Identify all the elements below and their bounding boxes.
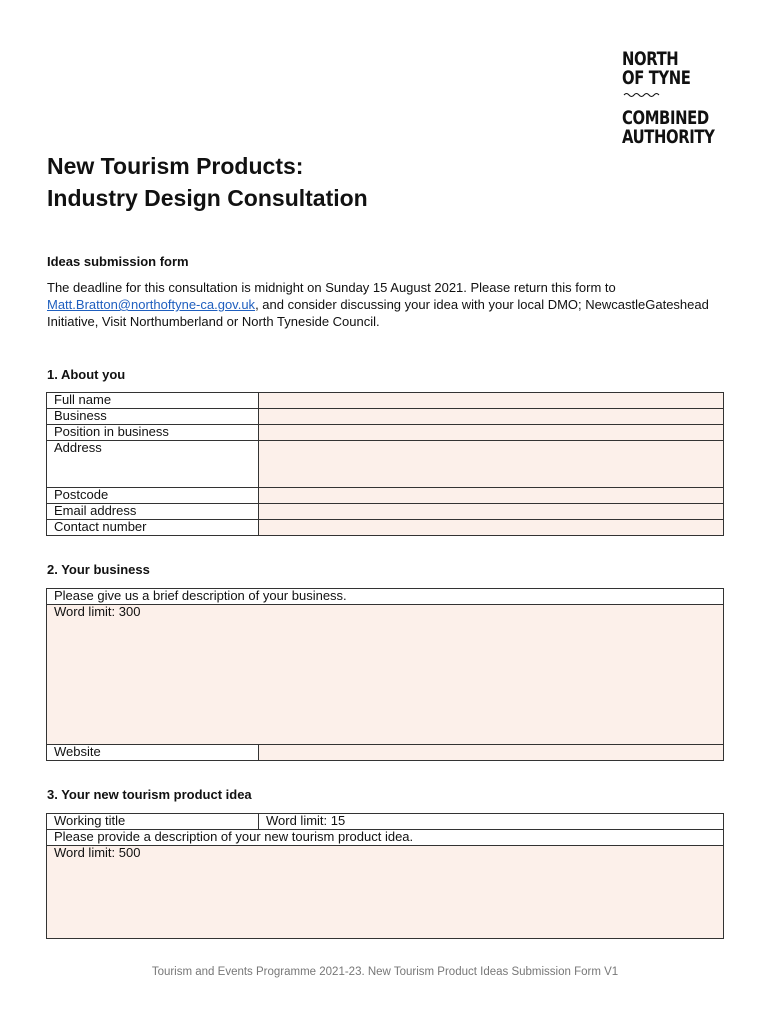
section-heading-your-business: 2. Your business <box>47 562 150 577</box>
input-full-name[interactable] <box>259 393 724 409</box>
intro-text-after: , and consider discussing your idea with your local DMO; NewcastleGateshead Initiative, Visit Northumberland or North Tyneside Council. <box>47 297 709 329</box>
label-website: Website <box>47 745 259 761</box>
label-business: Business <box>47 409 259 425</box>
your-business-table <box>46 588 724 761</box>
form-subheading: Ideas submission form <box>47 254 189 269</box>
label-postcode: Postcode <box>47 488 259 504</box>
logo-line-3: COMBINED <box>622 107 709 129</box>
label-contact-number: Contact number <box>47 520 259 536</box>
label-position: Position in business <box>47 425 259 441</box>
product-description-prompt: Please provide a description of your new tourism product idea. <box>47 830 724 846</box>
input-email[interactable] <box>259 504 724 520</box>
logo-line-1: NORTH <box>622 48 679 70</box>
input-position[interactable] <box>259 425 724 441</box>
label-email: Email address <box>47 504 259 520</box>
product-word-limit: Word limit: 500 <box>54 845 141 860</box>
product-idea-table <box>46 813 724 939</box>
intro-paragraph <box>47 279 737 330</box>
label-address: Address <box>47 441 259 488</box>
input-contact-number[interactable] <box>259 520 724 536</box>
page-title <box>47 150 368 214</box>
input-address[interactable] <box>259 441 724 488</box>
email-link[interactable]: Matt.Bratton@northoftyne-ca.gov.uk <box>47 297 256 312</box>
business-description-prompt: Please give us a brief description of your business. <box>47 589 724 605</box>
logo-line-4: AUTHORITY <box>622 126 715 148</box>
working-title-word-limit: Word limit: 15 <box>259 814 724 830</box>
label-working-title: Working title <box>47 814 259 830</box>
input-business[interactable] <box>259 409 724 425</box>
business-description-input[interactable] <box>47 605 724 745</box>
logo <box>622 50 732 147</box>
product-description-input[interactable] <box>47 846 724 939</box>
page-footer: Tourism and Events Programme 2021-23. New Tourism Product Ideas Submission Form V1 <box>151 966 619 978</box>
intro-text-before: The deadline for this consultation is midnight on Sunday 15 August 2021. Please return this form to <box>47 280 616 295</box>
about-you-table <box>46 392 724 536</box>
business-word-limit: Word limit: 300 <box>54 604 141 619</box>
input-website[interactable] <box>259 745 724 761</box>
title-line-2: Industry Design Consultation <box>47 185 368 211</box>
section-heading-about-you: 1. About you <box>47 367 126 382</box>
section-heading-product-idea: 3. Your new tourism product idea <box>47 787 252 802</box>
input-postcode[interactable] <box>259 488 724 504</box>
wave-icon <box>622 90 662 100</box>
title-line-1: New Tourism Products: <box>47 153 304 179</box>
label-full-name: Full name <box>47 393 259 409</box>
logo-line-2: OF TYNE <box>622 67 691 89</box>
